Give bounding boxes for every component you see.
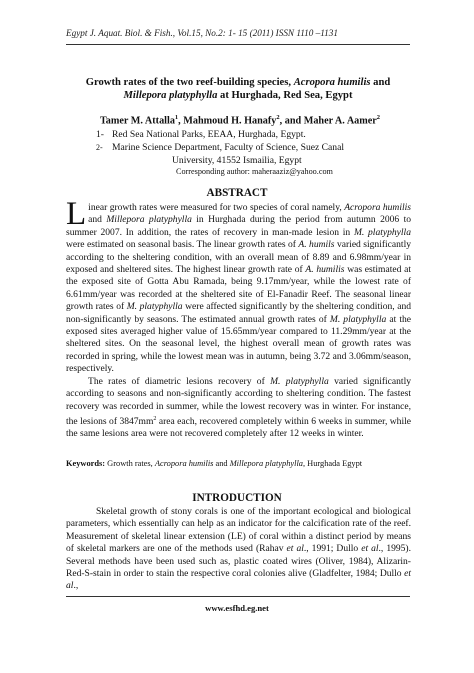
introduction-paragraph bbox=[66, 506, 411, 593]
abstract-heading: ABSTRACT bbox=[206, 187, 268, 199]
species-name: Acropora humilis bbox=[344, 202, 411, 213]
species-name: M. platyphylla bbox=[126, 301, 183, 313]
intro-text: ., 1995). Several methods have been used such as, plastic coated wires (Oliver, 1984), Alizarin-Red-S-stain in order to stain the respective coral colonies alive (Gladfelter, 1984; Dullo bbox=[66, 543, 411, 580]
abstract-text: The rates of diametric lesions recovery of bbox=[88, 375, 271, 387]
citation-etal: et al bbox=[66, 568, 411, 592]
affiliation-number: 2- bbox=[96, 143, 103, 152]
abstract-text: varied significantly according to the sheltering condition, with an overall mean of 8.89 and 6.98mm/year in exposed and sheltered sites. The highest linear growth rate of bbox=[66, 239, 412, 276]
affiliations bbox=[96, 128, 396, 167]
title-text: and bbox=[370, 77, 391, 88]
keywords bbox=[66, 459, 426, 468]
species-name: M. platyphylla bbox=[270, 375, 329, 387]
species-name: Millepora platyphylla bbox=[106, 214, 192, 226]
keyword-text: , Hurghada Egypt bbox=[302, 459, 363, 468]
intro-text: ., bbox=[73, 580, 79, 592]
title-text: Growth rates of the two reef-building species, bbox=[85, 77, 294, 88]
abstract-body bbox=[66, 196, 412, 441]
abstract-text: were estimated on seasonal basis. The linear growth rates of bbox=[66, 239, 299, 251]
superscript: 2 bbox=[153, 415, 157, 422]
introduction-heading: INTRODUCTION bbox=[192, 492, 282, 504]
species-name: A. humilis bbox=[305, 264, 345, 276]
affiliation-1 bbox=[96, 128, 396, 141]
keywords-label: Keywords: bbox=[66, 459, 106, 468]
author-name: , and Maher A. Aamer bbox=[279, 115, 377, 127]
species-name: M. platyphylla bbox=[353, 226, 411, 238]
title-species: Millepora platyphylla bbox=[123, 90, 218, 101]
affiliation-number: 1- bbox=[96, 129, 104, 140]
abstract-text: was estimated at the exposed site of Gotta Abu Ramada, being 9.17mm/year, while the lowest rate of 6.61mm/year was recorded at the sheltered site of El-Fanadir Reef. The seasonal linear growth rates of bbox=[66, 264, 411, 313]
abstract-text: area each, recovered completely within 6 weeks in summer, while the same lesions area were not recovered completely after 12 weeks in winter. bbox=[66, 416, 411, 440]
affiliation-text: Red Sea National Parks, EEAA, Hurghada, Egypt. bbox=[112, 129, 306, 140]
drop-cap: L bbox=[66, 196, 87, 232]
affiliation-2 bbox=[96, 141, 396, 154]
author-affil-mark: 2 bbox=[376, 114, 381, 121]
title-text: at Hurghada, Red Sea, Egypt bbox=[217, 90, 353, 101]
footer-rule bbox=[66, 596, 410, 597]
keyword-text: and bbox=[213, 459, 230, 468]
author-affil-mark: 1 bbox=[174, 114, 179, 121]
corresponding-author: Corresponding author: maheraaziz@yahoo.com bbox=[176, 167, 333, 176]
abstract-paragraph-1 bbox=[66, 196, 412, 376]
species-name: M. platyphylla bbox=[329, 313, 387, 325]
abstract-text: and bbox=[88, 214, 107, 226]
affiliation-text: University, 41552 Ismailia, Egypt bbox=[172, 155, 302, 166]
header-rule bbox=[66, 44, 410, 45]
species-name: A. humils bbox=[298, 239, 335, 251]
running-header: Egypt J. Aquat. Biol. & Fish., Vol.15, No.2: 1- 15 (2011) ISSN 1110 –1131 bbox=[66, 28, 338, 38]
abstract-text: in Hurghada during the period from autumn 2006 to summer 2007. In addition, the rates of recovery in man-made lesion in bbox=[66, 214, 411, 238]
keyword-species: Acropora humilis bbox=[154, 459, 214, 468]
title-species: Acropora humilis bbox=[293, 77, 371, 88]
paper-title bbox=[68, 76, 408, 102]
abstract-paragraph-2 bbox=[66, 376, 411, 441]
intro-text: ., 1991; Dullo bbox=[303, 543, 362, 555]
footer-url: www.esfhd.eg.net bbox=[205, 603, 269, 613]
author-name: Tamer M. Attalla bbox=[99, 115, 175, 127]
author-name: , Mahmoud H. Hanafy bbox=[178, 115, 277, 127]
author-list bbox=[70, 114, 410, 126]
affiliation-text: Marine Science Department, Faculty of Science, Suez Canal bbox=[112, 142, 345, 153]
citation-etal: et al bbox=[286, 543, 304, 555]
intro-text: Skeletal growth of stony corals is one of the important ecological and biological parameters, which essentially can help as an indicator for the calcification rate of the reef. Measurement of skeletal linear extension (LE) of coral within a distinct period by means of skeletal markers are one of the methods used (Rahav bbox=[66, 506, 411, 555]
abstract-text: varied significantly according to seasons and non-significantly according to sheltering condition. The fastest recovery was recorded in summer, while the lowest recovery was in winter. For instance, the lesions of 3847mm bbox=[66, 375, 412, 428]
author-affil-mark: 2 bbox=[276, 114, 280, 121]
abstract-text: at the exposed sites averaged higher value of 15.65mm/year compared to 11.29mm/year at the sheltered sites. On the seasonal level, the highest overall mean of growth rates was recorded in spring, while the lowest mean was in autumn, being 3.72 and 3.06mm/season, respectively. bbox=[66, 313, 412, 375]
keyword-text: Growth rates, bbox=[105, 459, 155, 468]
citation-etal: et al bbox=[361, 543, 379, 555]
abstract-text: inear growth rates were measured for two species of coral namely, bbox=[88, 202, 345, 213]
keyword-species: Millepora platyphylla bbox=[229, 459, 303, 468]
abstract-text: were affected significantly by the sheltering condition, and non-significantly by seasons. The estimated annual growth rates of bbox=[66, 301, 411, 325]
